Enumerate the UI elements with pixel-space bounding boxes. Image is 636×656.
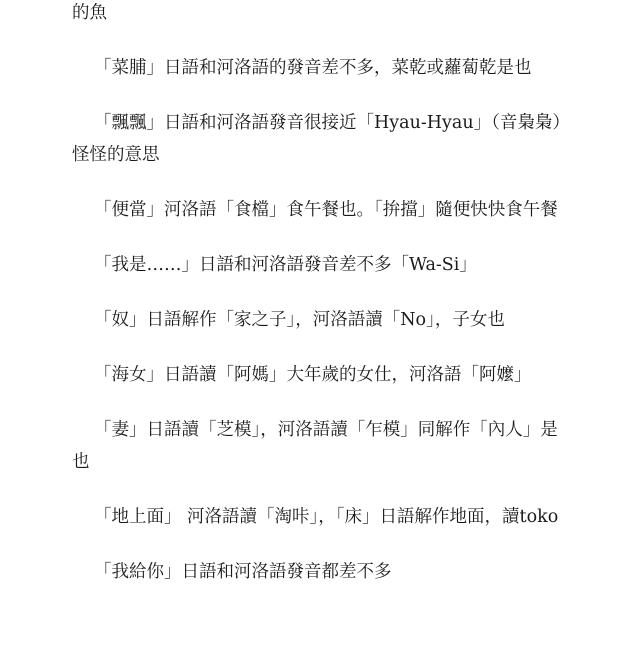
document-body xyxy=(72,0,568,611)
paragraph-wo-gei-ni: 「我給你」日語和河洛語發音都差不多 xyxy=(94,562,392,582)
paragraph-bian-dang: 「便當」河洛語「食檔」食午餐也。「拚擋」隨便快快食午餐 xyxy=(94,200,558,220)
paragraph-nu: 「奴」日語解作「家之子」，河洛語讀「No」，子女也 xyxy=(94,310,505,330)
paragraph-wo-shi: 「我是……」日語和河洛語發音差不多「Wa-Si」 xyxy=(94,255,477,275)
paragraph-hai-nu: 「海女」日語讀「阿媽」大年歲的女仕，河洛語「阿嬤」 xyxy=(94,365,532,385)
paragraph-continuation: 的魚 xyxy=(72,3,107,23)
paragraph-qi: 「妻」日語讀「芝模」，河洛語讀「乍模」同解作「內人」是也 xyxy=(72,420,558,472)
paragraph-piao-piao: 「飄飄」日語和河洛語發音很接近「Hyau-Hyau」（音梟梟）怪怪的意思 xyxy=(72,113,562,165)
paragraph-cai-pu: 「菜脯」日語和河洛語的發音差不多，菜乾或蘿蔔乾是也 xyxy=(94,58,532,78)
paragraph-di-shang-mian: 「地上面」 河洛語讀「淘咔」，「床」日語解作地面，讀toko xyxy=(94,507,559,527)
